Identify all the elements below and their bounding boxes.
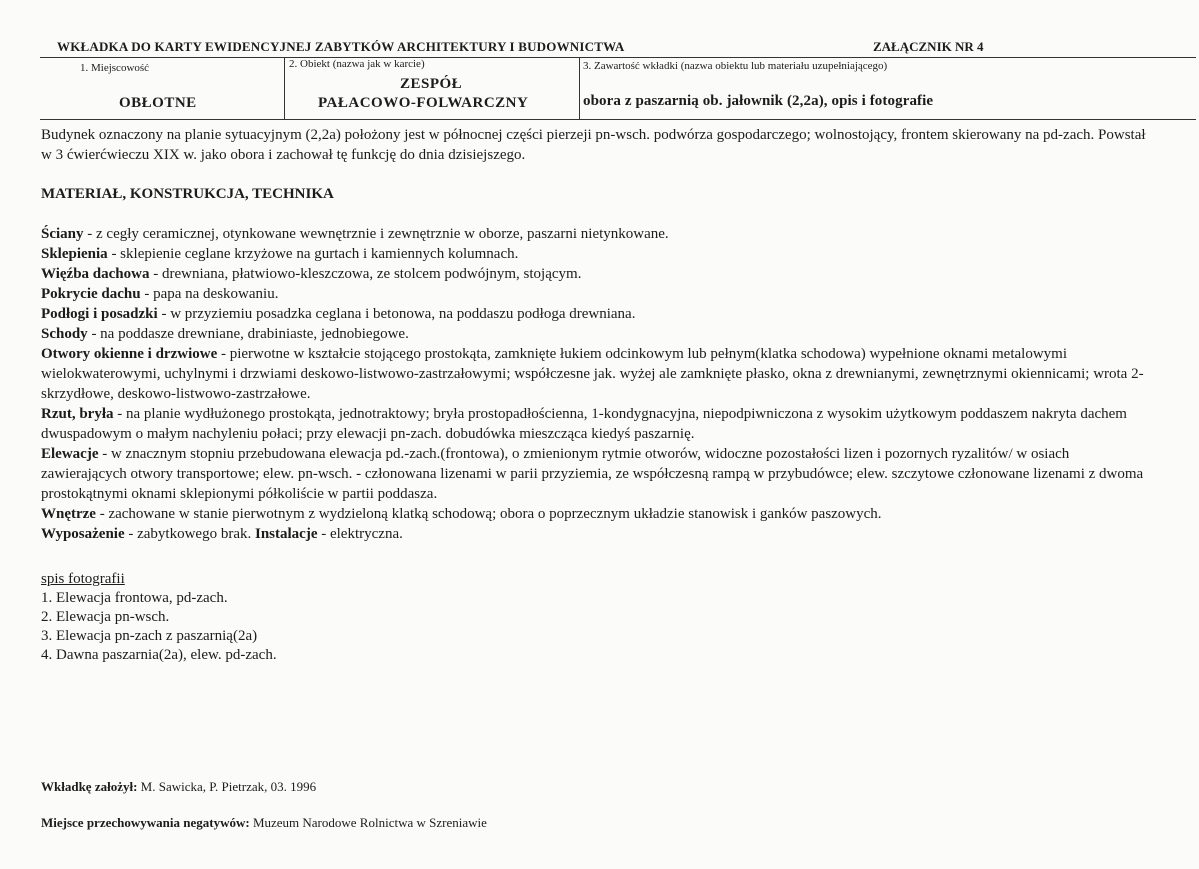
storage-line <box>41 815 487 831</box>
description-item <box>41 324 1153 344</box>
cell-divider-1 <box>284 57 285 120</box>
document-title: WKŁADKA DO KARTY EWIDENCYJNEJ ZABYTKÓW ARCHITEKTURY I BUDOWNICTWA <box>57 39 625 54</box>
photo-list-item: 3. Elewacja pn-zach z paszarnią(2a) <box>41 628 258 644</box>
item-term: Podłogi i posadzki <box>41 306 158 322</box>
item-term: Więźba dachowa <box>41 266 150 282</box>
item-term: Otwory okienne i drzwiowe <box>41 346 218 362</box>
item-term: Sklepienia <box>41 246 108 262</box>
item-text: - sklepienie ceglane krzyżowe na gurtach i kamiennych kolumnach. <box>107 246 519 262</box>
section-heading: MATERIAŁ, KONSTRUKCJA, TECHNIKA <box>41 186 334 202</box>
description-item <box>41 304 1153 324</box>
item-text: - zachowane w stanie pierwotnym z wydzieloną klatką schodową; obora o poprzecznym układzie stanowisk i ganków paszowych. <box>95 506 882 522</box>
cell-divider-2 <box>579 57 580 120</box>
photo-list-item: 1. Elewacja frontowa, pd-zach. <box>41 590 228 606</box>
content-label: 3. Zawartość wkładki (nazwa obiektu lub materiału uzupełniającego) <box>583 60 888 72</box>
object-label: 2. Obiekt (nazwa jak w karcie) <box>289 58 425 70</box>
photo-list-title: spis fotografii <box>41 571 125 587</box>
item-term: Ściany <box>41 226 84 242</box>
item-text: - pierwotne w kształcie stojącego prostokąta, zamknięte łukiem odcinkowym lub pełnym(klatka schodowa) wypełnione oknami metalowymi wielokwaterowymi, uchylnymi i drzwiami deskowo-listwowo-zastrzałowymi; współczesne jak. wyżej ale zamknięte płasko, okna z drewnianymi, zewnętrznymi okiennicami; wrota 2-skrzydłowe, deskowo-listwowo-zastrzałowe. <box>41 346 1144 402</box>
description-item <box>41 504 1153 524</box>
item-text: - w znacznym stopniu przebudowana elewacja pd.-zach.(frontowa), o zmienionym rytmie otworów, widoczne pozostałości lizen i pozornych ryzalitów/ w osiach zawierających otwory transportowe; elew. pn-wsch. - członowana lizenami w parii przyziemia, ze współczesną rampą w przybudówce; elew. szczytowe członowane lizenami z dwoma prostokątnymi oknami sklepionymi półkoliście w partii poddasza. <box>41 446 1144 502</box>
object-value-line2: PAŁACOWO-FOLWARCZNY <box>318 95 529 111</box>
description-item <box>41 444 1153 504</box>
intro-paragraph: Budynek oznaczony na planie sytuacyjnym (2,2a) położony jest w północnej części pierzeji pn-wsch. podwórza gospodarczego; wolnostojący, frontem skierowany na pd-zach. Powstał w 3 ćwierćwieczu XIX w. jako obora i zachował tę funkcję do dnia dzisiejszego. <box>41 127 1146 163</box>
description-item <box>41 404 1153 444</box>
item-term: Schody <box>41 326 88 342</box>
description-item <box>41 344 1153 404</box>
author-label: Wkładkę założył: <box>41 779 138 794</box>
storage-value: Muzeum Narodowe Rolnictwa w Szreniawie <box>249 815 487 830</box>
item-term: Elewacje <box>41 446 99 462</box>
item-text: - w przyziemiu posadzka ceglana i betonowa, na poddaszu podłoga drewniana. <box>157 306 636 322</box>
photo-list-item: 2. Elewacja pn-wsch. <box>41 609 170 625</box>
item-term: Wnętrze <box>41 506 96 522</box>
item-text: - drewniana, płatwiowo-kleszczowa, ze stolcem podwójnym, stojącym. <box>149 266 582 282</box>
item-term: Pokrycie dachu <box>41 286 141 302</box>
item-text: - zabytkowego brak. <box>124 526 255 542</box>
description-item <box>41 244 1153 264</box>
header-top-rule <box>40 57 1196 58</box>
description-items <box>41 224 1153 544</box>
item-term-2: Instalacje <box>254 526 318 542</box>
object-value-line1: ZESPÓŁ <box>400 76 463 92</box>
item-text: - na poddasze drewniane, drabiniaste, jednobiegowe. <box>87 326 409 342</box>
description-item <box>41 524 1153 544</box>
item-term: Wyposażenie <box>41 526 125 542</box>
photo-list-item: 4. Dawna paszarnia(2a), elew. pd-zach. <box>41 647 277 663</box>
photo-list-items <box>41 589 277 665</box>
content-value: obora z paszarnią ob. jałownik (2,2a), opis i fotografie <box>583 93 934 109</box>
photo-list <box>41 570 277 665</box>
description-item <box>41 284 1153 304</box>
item-term: Rzut, bryła <box>41 406 114 422</box>
place-label: 1. Miejscowość <box>80 62 150 74</box>
item-text: - z cegły ceramicznej, otynkowane wewnętrznie i zewnętrznie w oborze, paszarni nietynkowane. <box>83 226 669 242</box>
author-value: M. Sawicka, P. Pietrzak, 03. 1996 <box>137 779 317 794</box>
description-item <box>41 224 1153 244</box>
header-bottom-rule <box>40 119 1196 120</box>
annex-number: ZAŁĄCZNIK NR 4 <box>873 39 984 54</box>
item-text: - na planie wydłużonego prostokąta, jednotraktowy; bryła prostopadłościenna, 1-kondygnacyjna, niepodpiwniczona z wysokim użytkowym poddaszem nakryta dachem dwuspadowym o małym nachyleniu połaci; przy elewacji pn-zach. dobudówka mieszcząca kiedyś paszarnię. <box>41 406 1127 442</box>
item-text: - papa na deskowaniu. <box>140 286 279 302</box>
author-line <box>41 779 316 795</box>
description-item <box>41 264 1153 284</box>
place-value: OBŁOTNE <box>119 95 197 111</box>
item-text-2: - elektryczna. <box>317 526 403 542</box>
storage-label: Miejsce przechowywania negatywów: <box>41 815 250 830</box>
